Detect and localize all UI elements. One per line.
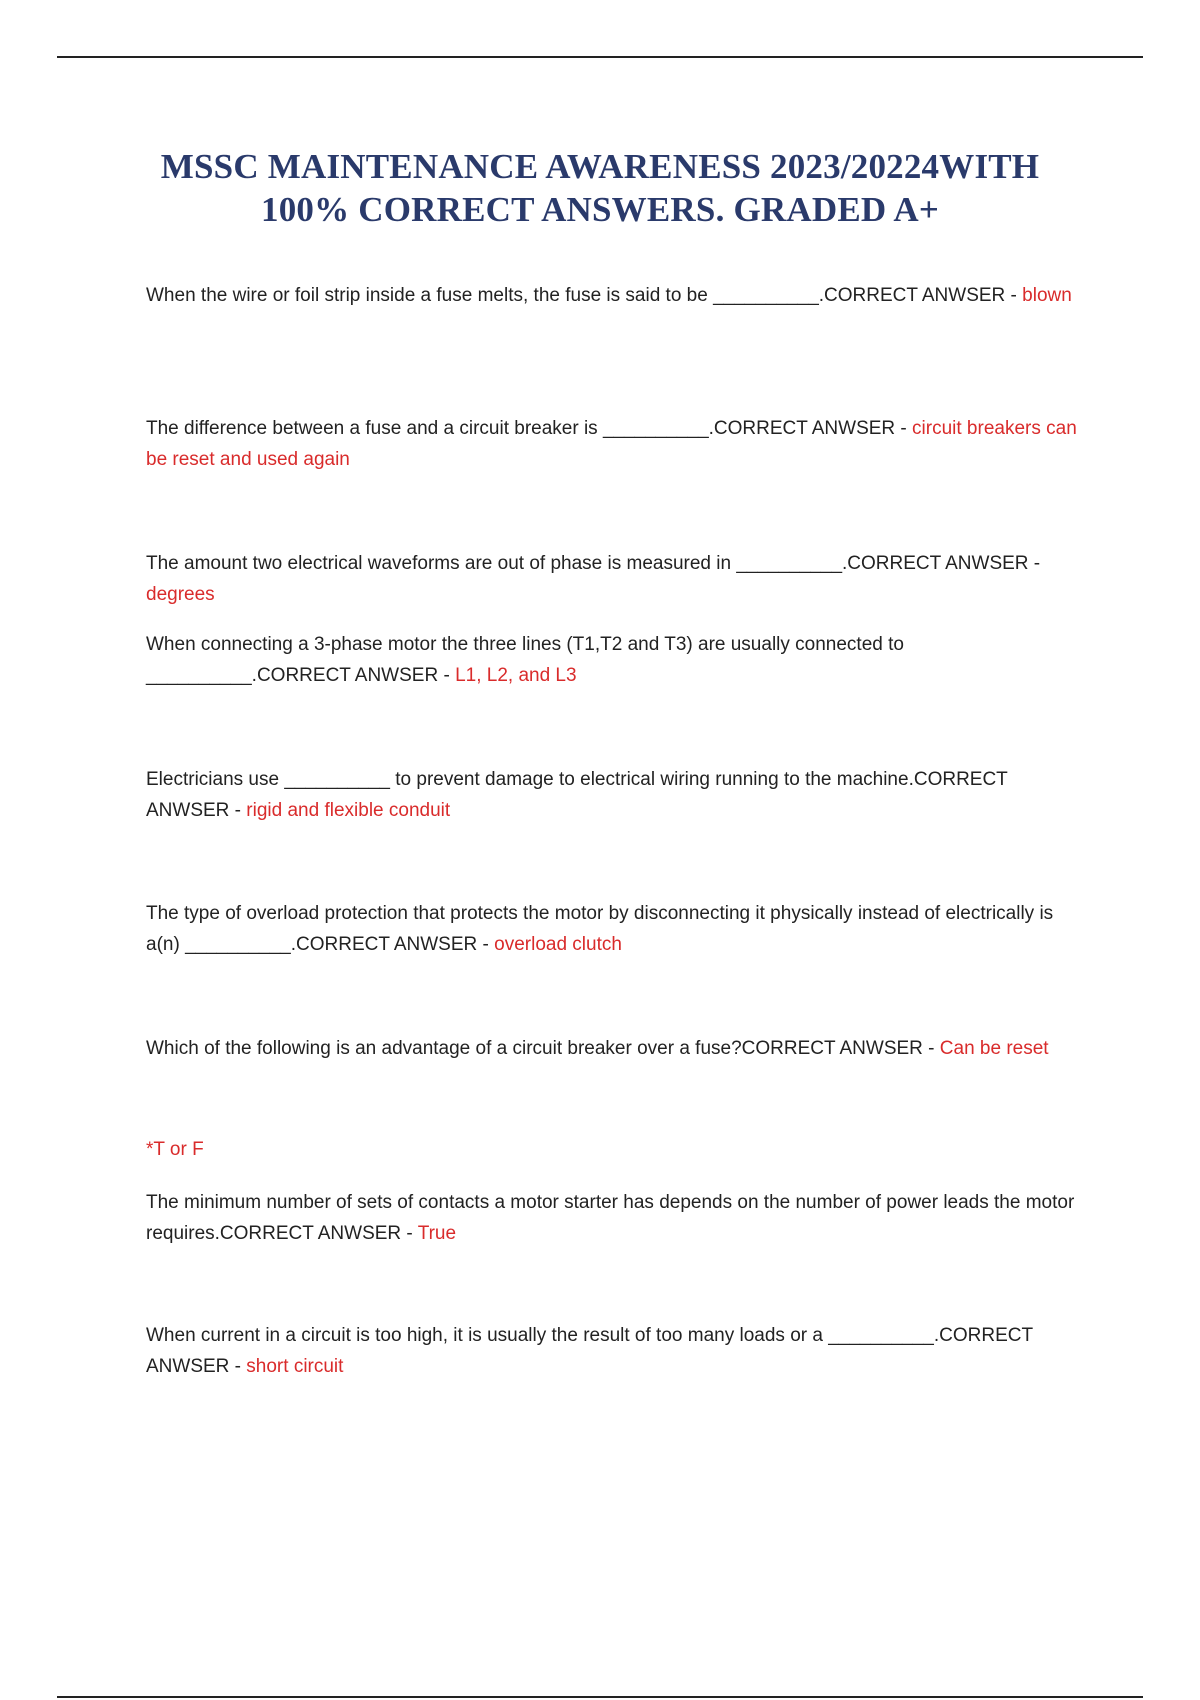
question-text: The difference between a fuse and a circuit breaker is __________.CORRECT ANWSER [146,418,896,439]
answer-separator: - [1028,553,1041,574]
answer-text: Can be reset [939,1038,1049,1059]
answer-separator: - [477,934,495,955]
answer-text: L1, L2, and L3 [455,665,577,686]
question-text: The type of overload protection that protects the motor by disconnecting it physically instead of electrically is a(n) __________.CORRECT ANWSER [146,903,1054,955]
answer-separator: - [438,665,456,686]
bottom-rule [57,1696,1143,1698]
answer-separator: - [922,1038,940,1059]
title-line-2: 100% CORRECT ANSWERS. GRADED A+ [261,190,939,229]
qa-item-5 [146,764,1091,826]
true-false-note: *T or F [146,1139,204,1160]
qa-item-7 [146,1033,1091,1064]
qa-item-8 [146,1187,1091,1249]
answer-text: blown [1022,285,1072,306]
document-title [100,145,1100,231]
qa-item-9 [146,1320,1091,1382]
qa-item-4 [146,629,1091,691]
answer-separator: - [229,800,247,821]
question-text: When connecting a 3-phase motor the three lines (T1,T2 and T3) are usually connected to __________.CORRECT ANWSER [146,634,904,686]
question-text: When current in a circuit is too high, it is usually the result of too many loads or a __________.CORRECT ANWSER [146,1325,1033,1377]
answer-text: short circuit [246,1356,344,1377]
title-line-1: MSSC MAINTENANCE AWARENESS 2023/20224WITH [160,147,1040,186]
answer-text: circuit breakers can be reset and used again [146,418,1077,470]
qa-item-3 [146,548,1091,610]
answer-text: True [417,1223,457,1244]
answer-separator: - [895,418,913,439]
qa-item-6 [146,898,1091,960]
answer-text: overload clutch [494,934,622,955]
top-rule [57,56,1143,58]
question-text: When the wire or foil strip inside a fuse melts, the fuse is said to be __________.CORRECT ANWSER [146,285,1006,306]
qa-item-1 [146,280,1091,311]
answer-separator: - [1005,285,1023,306]
question-text: The amount two electrical waveforms are out of phase is measured in __________.CORRECT ANWSER [146,553,1029,574]
answer-separator: - [401,1223,418,1244]
question-text: Electricians use __________ to prevent damage to electrical wiring running to the machine.CORRECT ANWSER [146,769,1008,821]
answer-text: degrees [146,584,215,605]
answer-text: rigid and flexible conduit [246,800,451,821]
question-text: The minimum number of sets of contacts a motor starter has depends on the number of power leads the motor requires.CORRECT ANWSER [146,1192,1075,1244]
answer-separator: - [229,1356,247,1377]
qa-item-2 [146,413,1091,475]
question-text: Which of the following is an advantage of a circuit breaker over a fuse?CORRECT ANWSER [146,1038,923,1059]
